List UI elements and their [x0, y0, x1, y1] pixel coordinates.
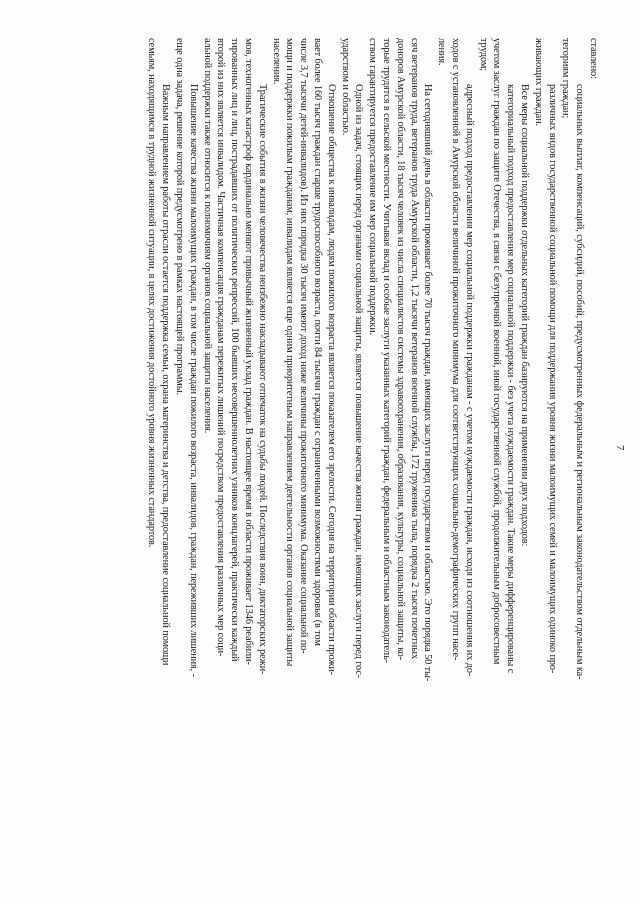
text-line: Одной из задач, стоящих перед органами социальной защиты, является повышение качества жизни граждан, имеющих заслуги перед гос- — [353, 84, 365, 679]
page-number: 7 — [614, 445, 626, 451]
text-line: адресный подход предоставления мер социальной поддержки гражданам - с учетом нуждаемости граждан, исходя из соотношения их до- — [463, 84, 475, 677]
text-line: Все меры социальной поддержки отдельных категорий граждан базируются на применении двух подходов: — [519, 84, 531, 547]
text-line: сяч ветеранов труда, ветеранов труда Амурской области, 1,2 тысячи ветеранов военной службы, 172 труженика тыла, порядка 2 тысяч почетных — [408, 38, 420, 659]
document-body — [145, 38, 600, 828]
text-line: ством гарантируется предоставление им мер социальной поддержки. — [367, 38, 379, 335]
text-line: тированных лиц и лиц, пострадавших от политических репрессий, 100 бывших несовершеннолетних узников концлагерей, практически каждый — [229, 38, 241, 662]
text-line: альной поддержки также относится к полномочиям органов социальной защиты населения. — [201, 38, 213, 434]
text-line: ления. — [436, 38, 448, 66]
text-line: торые трудятся в сельской местности. Учитывая вклад и особые заслуги указанных категорий граждан, федеральным и областным законодатель- — [381, 38, 393, 663]
text-line: еще одна задача, решение которой предусмотрено в рамках настоящей программы. — [174, 38, 186, 396]
text-line: мощи и поддержки пожилым гражданам, инвалидам является еще одним приоритетным направлением деятельности органов социальной защиты — [284, 38, 296, 667]
text-line: мов, техногенных катастроф кардинально меняют привычный жизненный уклад граждан. В настоящее время в области проживает 1346 реабили- — [243, 38, 255, 665]
text-line: ходов с установленной в Амурской области величиной прожиточного минимума для соответствующих социально-демографических групп насе- — [450, 38, 462, 661]
text-line: категориальный подход предоставления мер социальной поддержки - без учета нуждаемости граждан. Такие меры дифференцированы с — [505, 84, 517, 674]
text-line: тегориям граждан; — [560, 38, 572, 119]
text-line: ставлено: — [588, 38, 599, 79]
text-line: населения. — [270, 38, 282, 85]
text-line: Важным направлением работы отрасли остается поддержка семьи, охрана материнства и детства, предоставление социальной помощи — [160, 84, 172, 666]
text-line: вает более 160 тысяч граждан старше трудоспособного возраста, почти 84 тысячи граждан с ограниченными возможностями здоровья (в том — [312, 38, 324, 646]
text-line: второй из них является инвалидом. Частичная компенсация гражданам пережитых лишений посредством предоставления различных мер соци- — [215, 38, 227, 657]
text-line: социальных выплат, компенсаций, субсидий, пособий, предусмотренных федеральным и региональным законодательством отдельным ка- — [574, 84, 586, 680]
text-line: доноров Амурской области, 18 тысяч человек из числа специалистов системы здравоохранения, образования, культуры, социальной защиты, ко- — [394, 38, 406, 661]
text-line: различных видов государственной социальной помощи для поддержания уровня жизни малоимущих семей и малоимущих одиноко про- — [546, 84, 558, 674]
text-line: живающих граждан. — [532, 38, 544, 127]
text-line: Трагические события в жизни человечества неизбежно накладывают отпечаток на судьбы людей. Последствия воин, диктаторских режи- — [256, 84, 268, 675]
text-line: учетом заслуг граждан по защите Отечества, в связи с безупречной военной, иной государственной службой, продолжительным добросовестным — [491, 38, 503, 665]
text-line: трудом; — [477, 38, 489, 72]
text-line: семьям, находящимся в трудной жизненной ситуации, в целях достижения достойного уровня жизненных стандартов. — [146, 38, 158, 548]
text-line: ударством и областью. — [339, 38, 351, 136]
text-line: На сегодняшний день в области проживает более 70 тысяч граждан, имеющих заслуги перед государством и областью. Это порядка 50 ты- — [422, 84, 434, 682]
text-line: Повышение качества жизни малоимущих граждан, в том числе граждан пожилого возраста, инвалидов, граждан, переживших лишения, - — [187, 84, 199, 677]
text-line: числе 3,7 тысячи детей-инвалидов). Из них порядка 30 тысяч имеют доход ниже величины прожиточного минимума. Оказание социальной по- — [298, 38, 310, 654]
text-line: Отношение общества к инвалидам, людям пожилого возраста является показателем его зрелости. Сегодня на территории области прожи- — [325, 84, 337, 676]
